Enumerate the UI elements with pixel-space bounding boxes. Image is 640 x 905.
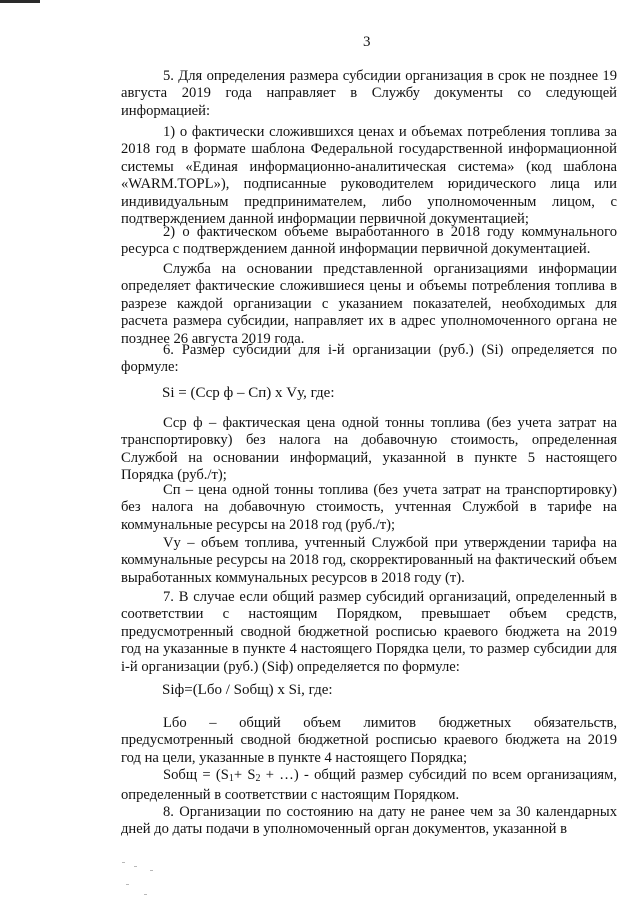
item-1: 1) о фактически сложившихся ценах и объемах потребления топлива за 2018 год в формате шаблона Федеральной государственной информационной системы «Единая информационно-аналитическая система» (код шаблона «WARM.TOPL»), подписанные руководителем юридического лица или индивидуальным предпринимателем, либо уполномоченным лицом, с подтверждением данной информации первичной документацией; [121, 124, 617, 228]
scan-speck [126, 884, 129, 885]
definition-cp: Сп – цена одной тонны топлива (без учета затрат на транспортировку) без налога на добавочную стоимость, учтенная Службой в тарифе на коммунальные ресурсы на 2018 год (руб./т); [121, 482, 617, 533]
scan-speck [134, 866, 137, 867]
sobsh-sub-2: 2 [255, 773, 261, 784]
page-number: 3 [363, 34, 371, 50]
paragraph-7: 7. В случае если общий размер субсидий организаций, определенный в соответствии с настоящим Порядком, превышает объем средств, предусмотренный сводной бюджетной росписью краевого бюджета на 2019 год на указанные в пункте 4 настоящего Порядка цели, то размер субсидии для i-й организации (руб.) (Siф) определяется по формуле: [121, 589, 617, 675]
sobsh-lead: Sобщ = (S [163, 767, 229, 783]
sobsh-mid: + S [233, 767, 256, 783]
sobsh-tail: + …) - общий размер субсидий по всем организациям, определенный в соответствии с настоящим Порядком. [121, 767, 617, 804]
sobsh-sub-1: 1 [228, 773, 234, 784]
item-2: 2) о фактическом объеме выработанного в 2018 году коммунального ресурса с подтверждением данной информации первичной документацией. [121, 224, 617, 258]
scan-speck [122, 862, 125, 863]
formula-si: Si = (Сср ф – Сп) х Vу, где: [162, 385, 335, 401]
paragraph-8: 8. Организации по состоянию на дату не ранее чем за 30 календарных дней до даты подачи в уполномоченный орган документов, указанной в [121, 804, 617, 838]
scan-speck [144, 894, 147, 895]
definition-sobsh [121, 767, 617, 805]
formula-sif: Siф=(Lбо / Sобщ) х Si, где: [162, 682, 333, 698]
definition-ccp: Сср ф – фактическая цена одной тонны топлива (без учета затрат на транспортировку) без налога на добавочную стоимость, определенная Службой на основании информаций, указанной в пункте 5 настоящего Порядка (руб./т); [121, 415, 617, 484]
scan-edge-mark [0, 0, 40, 3]
scan-speck [150, 870, 153, 871]
paragraph-5: 5. Для определения размера субсидии организация в срок не позднее 19 августа 2019 года направляет в Службу документы со следующей информацией: [121, 68, 617, 119]
paragraph-6: 6. Размер субсидии для i-й организации (руб.) (Si) определяется по формуле: [121, 342, 617, 376]
service-paragraph: Служба на основании представленной организациями информации определяет фактические сложившиеся цены и объемы потребления топлива в разрезе каждой организации с указанием показателей, необходимых для расчета размера субсидии, направляет их в адрес уполномоченного органа не позднее 26 августа 2019 года. [121, 261, 617, 347]
definition-vy: Vу – объем топлива, учтенный Службой при утверждении тарифа на коммунальные ресурсы на 2018 год, скорректированный на фактический объем выработанных коммунальных ресурсов в 2018 году (т). [121, 535, 617, 586]
definition-lbo: Lбо – общий объем лимитов бюджетных обязательств, предусмотренный сводной бюджетной росписью краевого бюджета на 2019 год на цели, указанные в пункте 4 настоящего Порядка; [121, 715, 617, 766]
